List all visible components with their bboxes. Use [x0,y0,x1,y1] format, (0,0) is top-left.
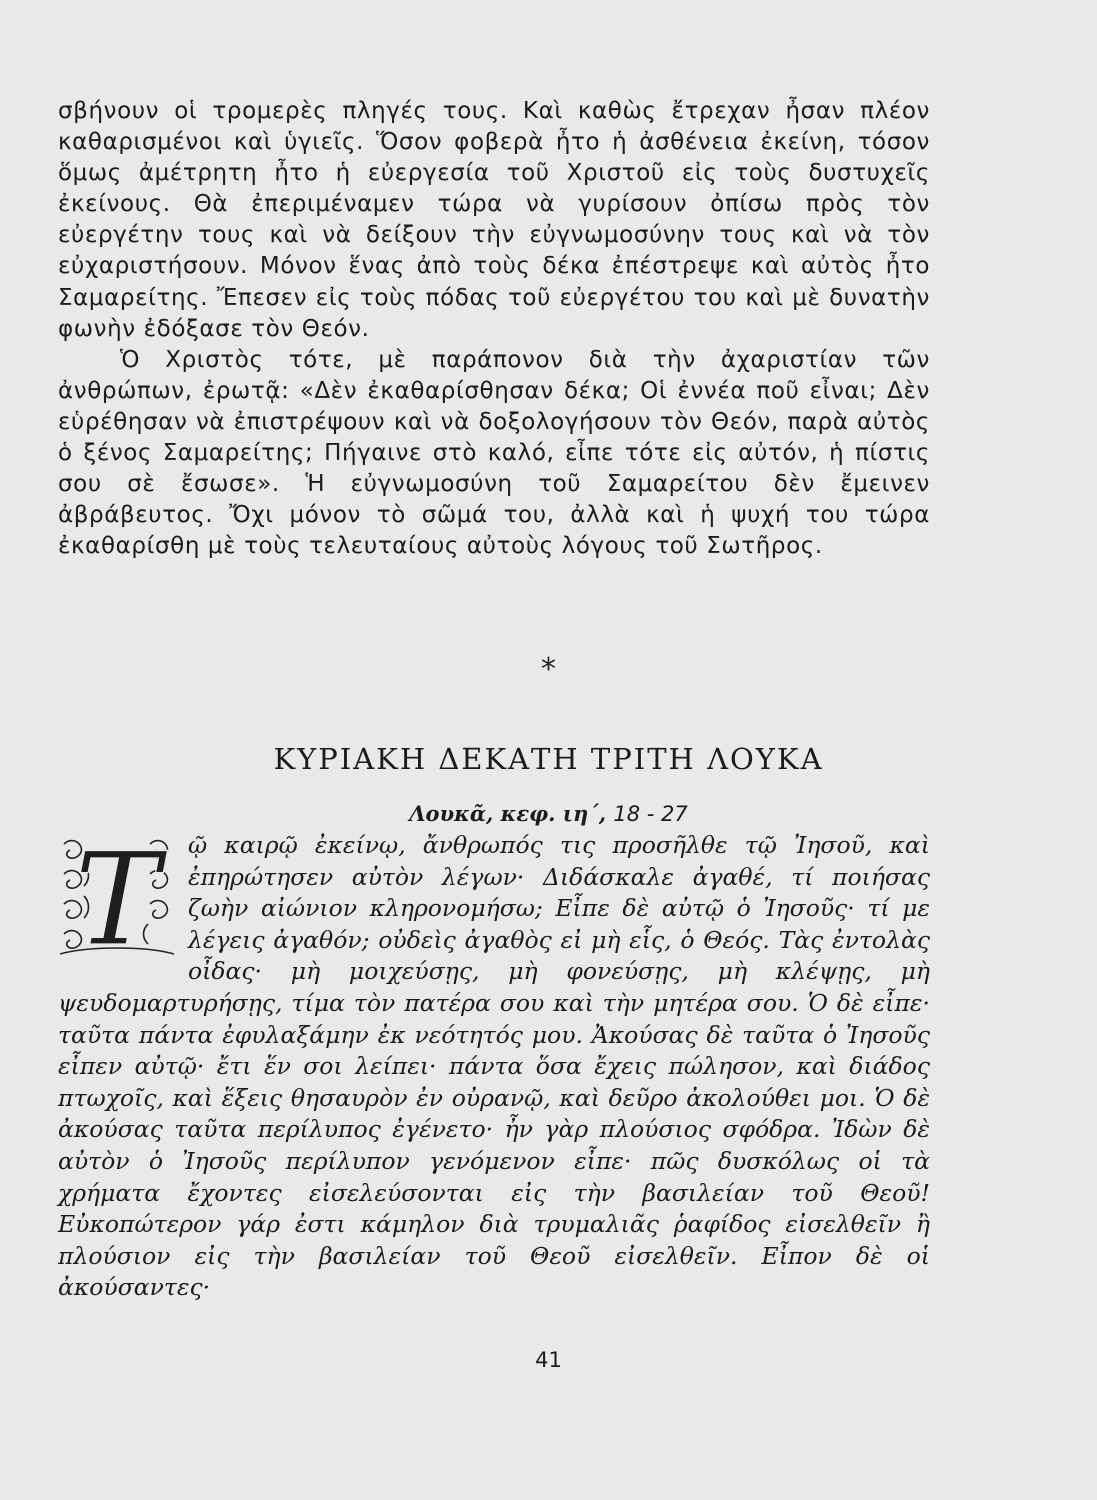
page-number: 41 [535,1348,562,1372]
chapter-heading: ΚΥΡΙΑΚΗ ΔΕΚΑΤΗ ΤΡΙΤΗ ΛΟΥΚΑ [273,742,824,776]
drop-cap-letter: Τ [74,834,160,958]
paragraph: σβήνουν οἱ τρομερὲς πληγές τους. Καὶ καθὼς ἔτρεχαν ἦσαν πλέον καθαρισμένοι καὶ ὑγιεῖς. Ὅσον φοβερὰ ἦτο ἡ ἀσθένεια ἐκείνη, τόσον ὅμως ἀμέτρητη ἦτο ἡ εὐεργεσία τοῦ Χριστοῦ εἰς τοὺς δυστυχεῖς ἐκείνους. Θὰ ἐπεριμέναμεν τώρα νὰ γυρίσουν ὀπίσω πρὸς τὸν εὐεργέτην τους καὶ νὰ δείξουν τὴν εὐγνωμοσύνην τους καὶ νὰ τὸν εὐχαριστήσουν. Μόνον ἕνας ἀπὸ τοὺς δέκα ἐπέστρεψε καὶ αὐτὸς ἦτο Σαμαρείτης. Ἔπεσεν εἰς τοὺς πόδας τοῦ εὐεργέτου του καὶ μὲ δυνατὴν φωνὴν ἐδόξασε τὸν Θεόν. [58,98,930,342]
section-separator-asterisk: * [541,652,556,687]
scripture-book: Λουκᾶ, κεφ. ιη΄, [409,801,607,826]
ornamental-drop-cap [58,834,176,958]
scripture-reference [0,801,1097,826]
previous-sermon-text [58,96,930,562]
gospel-reading [58,830,930,1304]
paragraph: Ὁ Χριστὸς τότε, μὲ παράπονον διὰ τὴν ἀχαριστίαν τῶν ἀνθρώπων, ἐρωτᾷ: «Δὲν ἐκαθαρίσθησαν δέκα; Οἱ ἐννέα ποῦ εἶναι; Δὲν εὑρέθησαν νὰ ἐπιστρέψουν καὶ νὰ δοξολογήσουν τὸν Θεόν, παρὰ αὐτὸς ὁ ξένος Σαμαρείτης; Πήγαινε στὸ καλό, εἶπε τότε εἰς αὐτόν, ἡ πίστις σου σὲ ἔσωσε». Ἡ εὐγνωμοσύνη τοῦ Σαμαρείτου δὲν ἔμεινεν ἀβράβευτος. Ὄχι μόνον τὸ σῶμά του, ἀλλὰ καὶ ἡ ψυχή του τώρα ἐκαθαρίσθη μὲ τοὺς τελευταίους αὐτοὺς λόγους τοῦ Σωτῆρος. [58,346,930,560]
gospel-text: ῷ καιρῷ ἐκείνῳ, ἄνθρωπός τις προσῆλθε τῷ Ἰησοῦ, καὶ ἐπηρώτησεν αὐτὸν λέγων· Διδάσκαλε ἀγαθέ, τί ποιήσας ζωὴν αἰώνιον κληρονομήσω; Εἶπε δὲ αὐτῷ ὁ Ἰησοῦς· τί με λέγεις ἀγαθόν; οὐδεὶς ἀγαθὸς εἰ μὴ εἷς, ὁ Θεός. Τὰς ἐντολὰς οἶδας· μὴ μοιχεύσῃς, μὴ φονεύσῃς, μὴ κλέψῃς, μὴ ψευδομαρτυρήσῃς, τίμα τὸν πατέρα σου καὶ τὴν μητέρα σου. Ὁ δὲ εἶπε· ταῦτα πάντα ἐφυλαξάμην ἐκ νεότητός μου. Ἀκούσας δὲ ταῦτα ὁ Ἰησοῦς εἶπεν αὐτῷ· ἔτι ἕν σοι λείπει· πάντα ὅσα ἔχεις πώλησον, καὶ διάδος πτωχοῖς, καὶ ἕξεις θησαυρὸν ἐν οὐρανῷ, καὶ δεῦρο ἀκολούθει μοι. Ὁ δὲ ἀκούσας ταῦτα περίλυπος ἐγένετο· ἦν γὰρ πλούσιος σφόδρα. Ἰδὼν δὲ αὐτὸν ὁ Ἰησοῦς περίλυπον γενόμενον εἶπε· πῶς δυσκόλως οἱ τὰ χρήματα ἔχοντες εἰσελεύσονται εἰς τὴν βασιλείαν τοῦ Θεοῦ! Εὐκοπώτερον γάρ ἐστι κάμηλον διὰ τρυμαλιᾶς ῥαφίδος εἰσελθεῖν ἢ πλούσιον εἰς τὴν βασιλείαν τοῦ Θεοῦ εἰσελθεῖν. Εἶπον δὲ οἱ ἀκούσαντες· [58,831,930,1302]
scripture-verses: 18 - 27 [613,802,688,826]
